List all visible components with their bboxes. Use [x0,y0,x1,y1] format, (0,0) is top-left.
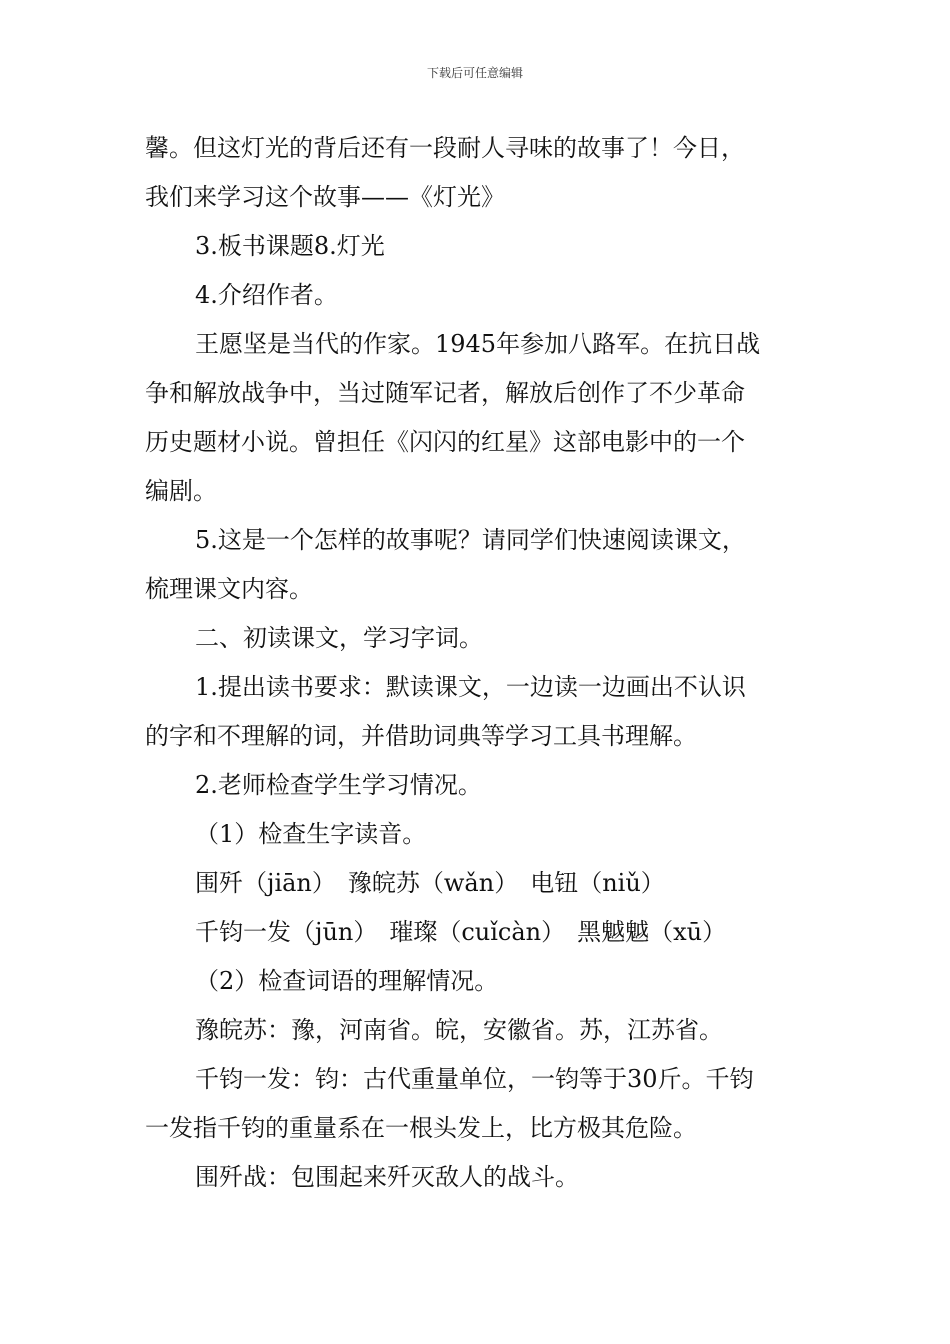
text-line: 争和解放战争中，当过随军记者，解放后创作了不少革命 [145,379,745,407]
page-header: 下载后可任意编辑 [426,66,523,80]
text-line: 1.提出读书要求：默读课文，一边读一边画出不认识 [195,673,746,701]
text-line: （1）检查生字读音。 [195,820,427,848]
text-line: 王愿坚是当代的作家。1945年参加八路军。在抗日战 [195,330,761,358]
text-line: 梳理课文内容。 [145,575,313,603]
document-body [145,124,810,1202]
text-line: 我们来学习这个故事——《灯光》 [145,183,505,211]
text-line: （2）检查词语的理解情况。 [195,967,499,995]
text-line: 千钧一发（jūn） 璀璨（cuǐcàn） 黑魆魆（xū） [195,918,727,946]
text-line: 5.这是一个怎样的故事呢？请同学们快速阅读课文， [195,526,746,554]
text-line: 千钧一发：钧：古代重量单位，一钧等于30斤。千钧 [195,1065,754,1093]
text-line: 二、初读课文，学习字词。 [195,624,483,652]
text-line: 的字和不理解的词，并借助词典等学习工具书理解。 [145,722,697,750]
text-line: 围歼战：包围起来歼灭敌人的战斗。 [195,1163,579,1191]
text-line: 历史题材小说。曾担任《闪闪的红星》这部电影中的一个 [145,428,745,456]
text-line: 豫皖苏：豫，河南省。皖，安徽省。苏，江苏省。 [195,1016,723,1044]
text-line: 3.板书课题8.灯光 [195,232,385,260]
text-line: 一发指千钧的重量系在一根头发上，比方极其危险。 [145,1114,697,1142]
text-line: 围歼（jiān） 豫皖苏（wǎn） 电钮（niǔ） [195,869,665,897]
text-line: 馨。但这灯光的背后还有一段耐人寻味的故事了！今日， [145,134,745,162]
text-line: 2.老师检查学生学习情况。 [195,771,482,799]
text-line: 4.介绍作者。 [195,281,338,309]
text-line: 编剧。 [145,477,217,505]
